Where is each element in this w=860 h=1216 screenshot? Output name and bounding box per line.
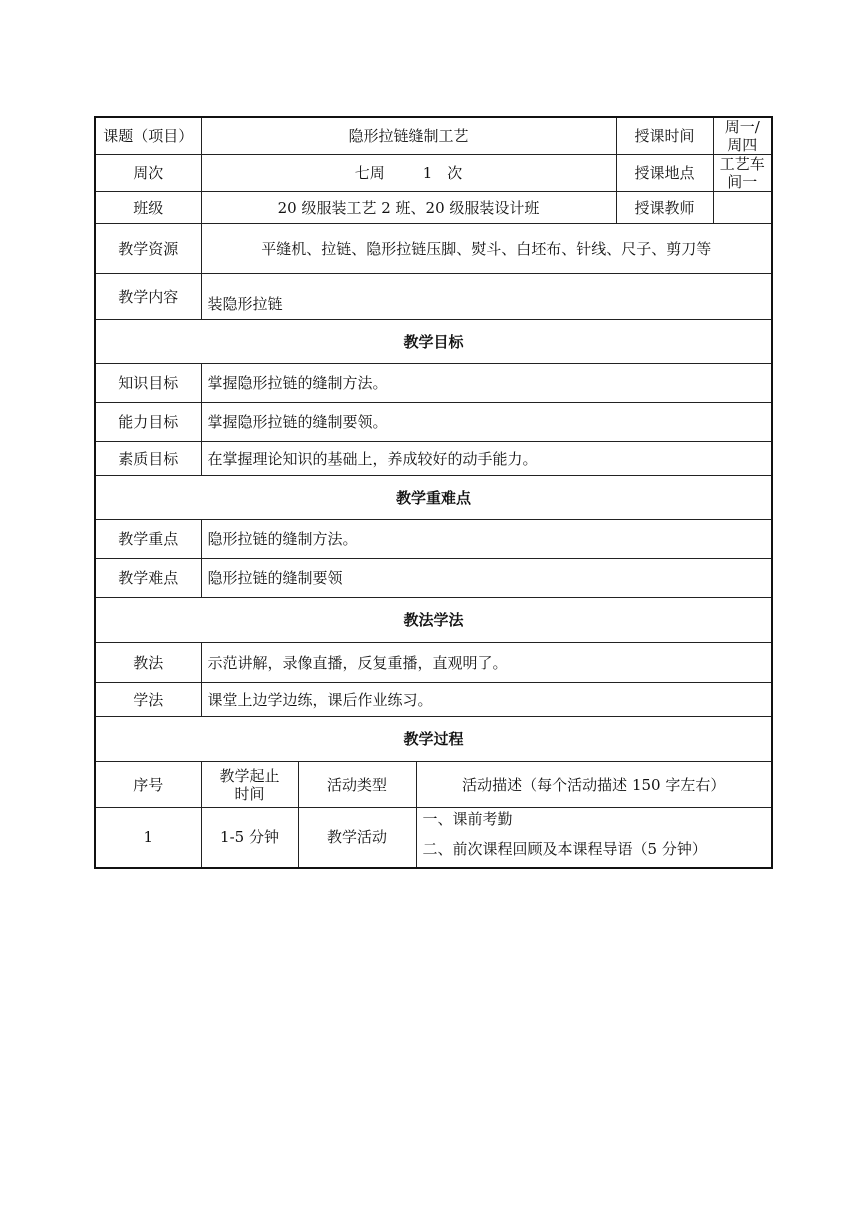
method-value: 示范讲解，录像直播，反复重播，直观明了。 — [201, 643, 772, 683]
process-heading-row — [95, 717, 772, 762]
class-label: 班级 — [95, 192, 201, 224]
teacher-value — [713, 192, 772, 224]
objective-row — [95, 364, 772, 403]
content-row — [95, 274, 772, 320]
time-label: 授课时间 — [616, 117, 713, 155]
method-label: 学法 — [95, 683, 201, 717]
resources-row — [95, 224, 772, 274]
methods-title: 教法学法 — [95, 598, 772, 643]
objective-row — [95, 403, 772, 442]
objective-label: 能力目标 — [95, 403, 201, 442]
keypoint-label: 教学难点 — [95, 559, 201, 598]
keypoints-heading-row — [95, 476, 772, 520]
method-row — [95, 683, 772, 717]
topic-value: 隐形拉链缝制工艺 — [201, 117, 616, 155]
content-label: 教学内容 — [95, 274, 201, 320]
process-time: 1-5 分钟 — [201, 808, 298, 868]
objectives-heading-row — [95, 320, 772, 364]
place-value: 工艺车间一 — [713, 155, 772, 192]
process-index: 1 — [95, 808, 201, 868]
process-desc-line1: 一、课前考勤 — [422, 810, 513, 828]
col-desc-header: 活动描述（每个活动描述 150 字左右） — [416, 762, 772, 808]
method-row — [95, 643, 772, 683]
objective-label: 素质目标 — [95, 442, 201, 476]
content-value: 装隐形拉链 — [201, 274, 772, 320]
keypoint-row — [95, 520, 772, 559]
objective-value: 在掌握理论知识的基础上，养成较好的动手能力。 — [201, 442, 772, 476]
method-label: 教法 — [95, 643, 201, 683]
time-value: 周一/周四 — [713, 117, 772, 155]
objective-value: 掌握隐形拉链的缝制要领。 — [201, 403, 772, 442]
topic-label: 课题（项目） — [95, 117, 201, 155]
col-time-line1: 教学起止 — [219, 766, 280, 785]
topic-row — [95, 117, 772, 155]
keypoint-value: 隐形拉链的缝制要领 — [201, 559, 772, 598]
objective-row — [95, 442, 772, 476]
week-row — [95, 155, 772, 192]
process-type: 教学活动 — [298, 808, 416, 868]
process-header-row — [95, 762, 772, 808]
objectives-title: 教学目标 — [95, 320, 772, 364]
col-time-line2: 时间 — [234, 784, 265, 803]
method-value: 课堂上边学边练，课后作业练习。 — [201, 683, 772, 717]
process-row — [95, 808, 772, 868]
methods-heading-row — [95, 598, 772, 643]
resources-label: 教学资源 — [95, 224, 201, 274]
week-value — [201, 155, 616, 192]
class-value: 20 级服装工艺 2 班、20 级服装设计班 — [201, 192, 616, 224]
objective-label: 知识目标 — [95, 364, 201, 403]
lesson-plan-table — [94, 116, 773, 869]
teacher-label: 授课教师 — [616, 192, 713, 224]
resources-value: 平缝机、拉链、隐形拉链压脚、熨斗、白坯布、针线、尺子、剪刀等 — [201, 224, 772, 274]
keypoint-value: 隐形拉链的缝制方法。 — [201, 520, 772, 559]
process-title: 教学过程 — [95, 717, 772, 762]
place-label: 授课地点 — [616, 155, 713, 192]
col-index-header: 序号 — [95, 762, 201, 808]
objective-value: 掌握隐形拉链的缝制方法。 — [201, 364, 772, 403]
week-label: 周次 — [95, 155, 201, 192]
process-desc — [416, 808, 772, 868]
keypoints-title: 教学重难点 — [95, 476, 772, 520]
keypoint-label: 教学重点 — [95, 520, 201, 559]
session-count: 1 次 — [422, 164, 463, 182]
col-type-header: 活动类型 — [298, 762, 416, 808]
keypoint-row — [95, 559, 772, 598]
process-desc-line2: 二、前次课程回顾及本课程导语（5 分钟） — [422, 840, 707, 858]
col-time-header — [201, 762, 298, 808]
class-row — [95, 192, 772, 224]
week-count: 七周 — [354, 164, 385, 182]
